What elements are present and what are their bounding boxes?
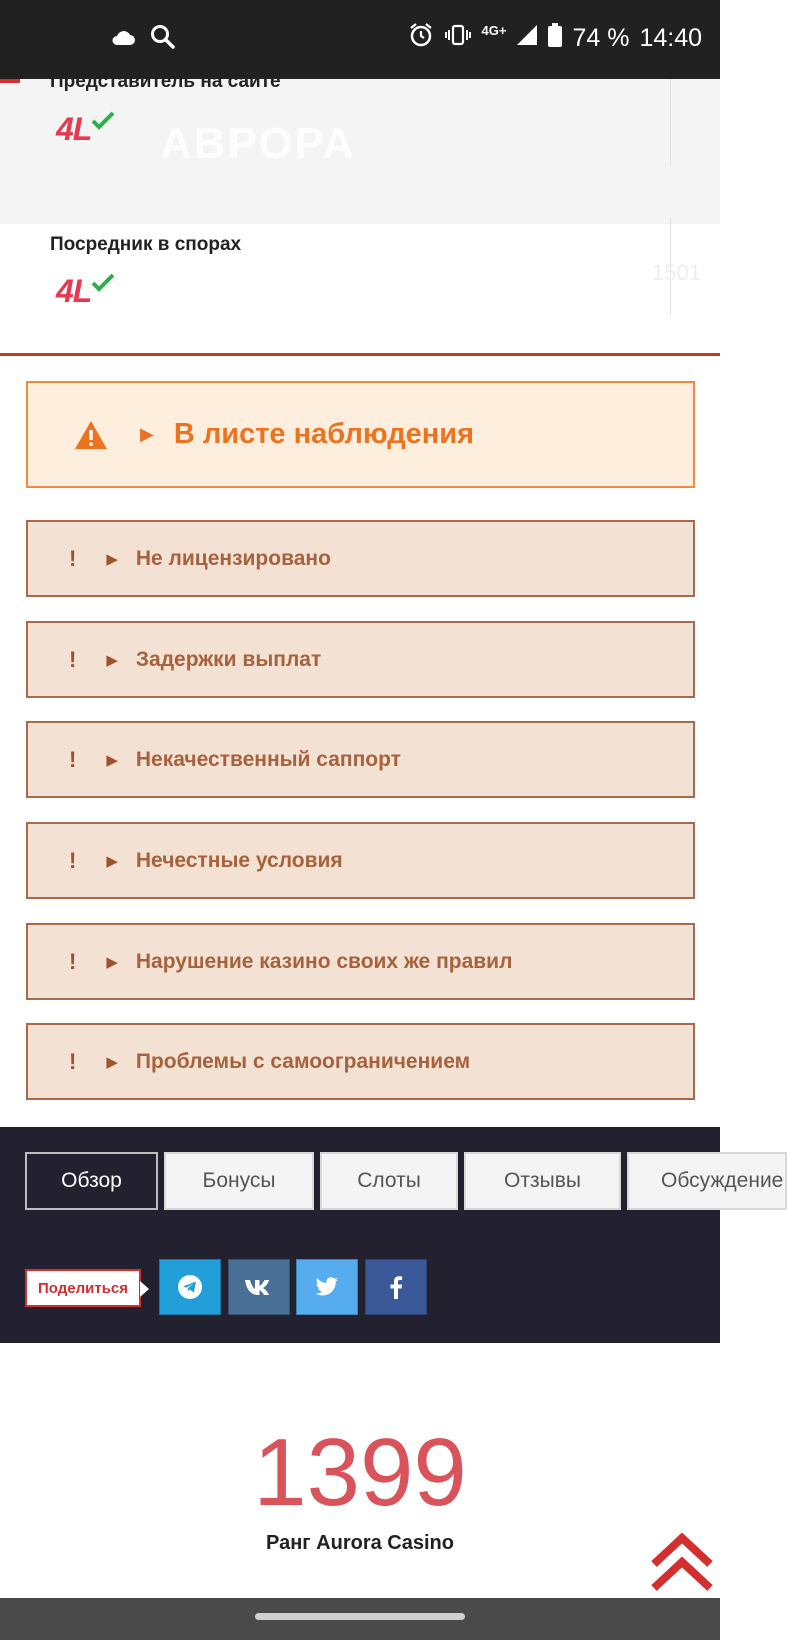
home-gesture-handle[interactable] [255, 1613, 465, 1620]
tab-slots[interactable]: Слоты [320, 1152, 458, 1210]
clock: 14:40 [639, 24, 702, 52]
vk-icon [244, 1278, 274, 1296]
issue-item[interactable] [26, 621, 695, 698]
exclamation-icon: ! [69, 545, 77, 571]
issue-label: Проблемы с самоограничением [135, 1049, 471, 1073]
tab-overview[interactable]: Обзор [25, 1152, 158, 1210]
header-band [0, 79, 720, 224]
4l-logo [56, 273, 115, 310]
tab-reviews[interactable]: Отзывы [464, 1152, 621, 1210]
row-title-dispute-mediator: Посредник в спорах [50, 234, 242, 255]
watchlist-label: В листе наблюдения [173, 418, 475, 450]
caret-right-icon: ▶ [106, 1053, 118, 1071]
share-pointer [140, 1281, 149, 1297]
faint-column-value: 1501 [652, 260, 701, 285]
caret-right-icon: ▶ [140, 424, 154, 444]
vibrate-icon [444, 24, 472, 53]
issue-label: Задержки выплат [135, 647, 322, 671]
issue-label: Нарушение казино своих же правил [135, 949, 513, 973]
aurora-watermark: АВРОРА [160, 119, 356, 168]
issue-label: Некачественный саппорт [135, 747, 401, 771]
alarm-icon [408, 22, 434, 55]
issue-item[interactable] [26, 1023, 695, 1100]
tab-bar [25, 1152, 784, 1210]
issue-item[interactable] [26, 923, 695, 1000]
caret-right-icon: ▶ [106, 852, 118, 870]
system-nav-bar [0, 1598, 720, 1640]
tab-discussion[interactable]: Обсуждение [627, 1152, 787, 1210]
rank-value: 1399 [253, 1419, 467, 1526]
check-icon [91, 273, 115, 298]
section-divider [0, 353, 720, 356]
signal-icon [516, 24, 538, 53]
column-divider [670, 79, 671, 165]
share-label: Поделиться [25, 1269, 141, 1307]
share-twitter-button[interactable] [296, 1259, 358, 1315]
casino-nav-panel [0, 1127, 784, 1343]
double-chevron-up-icon [650, 1530, 714, 1594]
scroll-to-top-button[interactable] [650, 1530, 714, 1594]
share-vk-button[interactable] [228, 1259, 290, 1315]
rank-label: Ранг Aurora Casino [266, 1532, 454, 1554]
twitter-icon [315, 1277, 339, 1297]
4l-logo [56, 111, 115, 148]
watchlist-toggle[interactable] [26, 381, 695, 488]
cloud-icon [110, 28, 136, 51]
issue-item[interactable] [26, 822, 695, 899]
caret-right-icon: ▶ [106, 550, 118, 568]
network-type: 4G+ [481, 23, 507, 38]
exclamation-icon: ! [69, 948, 77, 974]
facebook-icon [389, 1275, 403, 1299]
row-title-representative: Представитель на сайте [50, 71, 281, 92]
caret-right-icon: ▶ [106, 751, 118, 769]
telegram-icon [177, 1274, 203, 1300]
exclamation-icon: ! [69, 646, 77, 672]
4l-logo-text: 4L [56, 273, 92, 309]
issue-label: Нечестные условия [135, 848, 343, 872]
check-icon [91, 111, 115, 136]
issue-label: Не лицензировано [135, 546, 331, 570]
search-icon [150, 24, 176, 55]
warning-icon [74, 420, 108, 450]
caret-right-icon: ▶ [106, 651, 118, 669]
share-facebook-button[interactable] [365, 1259, 427, 1315]
caret-right-icon: ▶ [106, 953, 118, 971]
exclamation-icon: ! [69, 1048, 77, 1074]
battery-level: 74 % [572, 24, 630, 52]
exclamation-icon: ! [69, 847, 77, 873]
issue-item[interactable] [26, 721, 695, 798]
tab-bonuses[interactable]: Бонусы [164, 1152, 314, 1210]
share-telegram-button[interactable] [159, 1259, 221, 1315]
red-accent [0, 79, 20, 83]
issue-item[interactable] [26, 520, 695, 597]
4l-logo-text: 4L [56, 111, 92, 147]
status-bar [0, 0, 720, 79]
battery-icon [548, 23, 562, 54]
casino-info-rows [0, 71, 720, 356]
exclamation-icon: ! [69, 746, 77, 772]
